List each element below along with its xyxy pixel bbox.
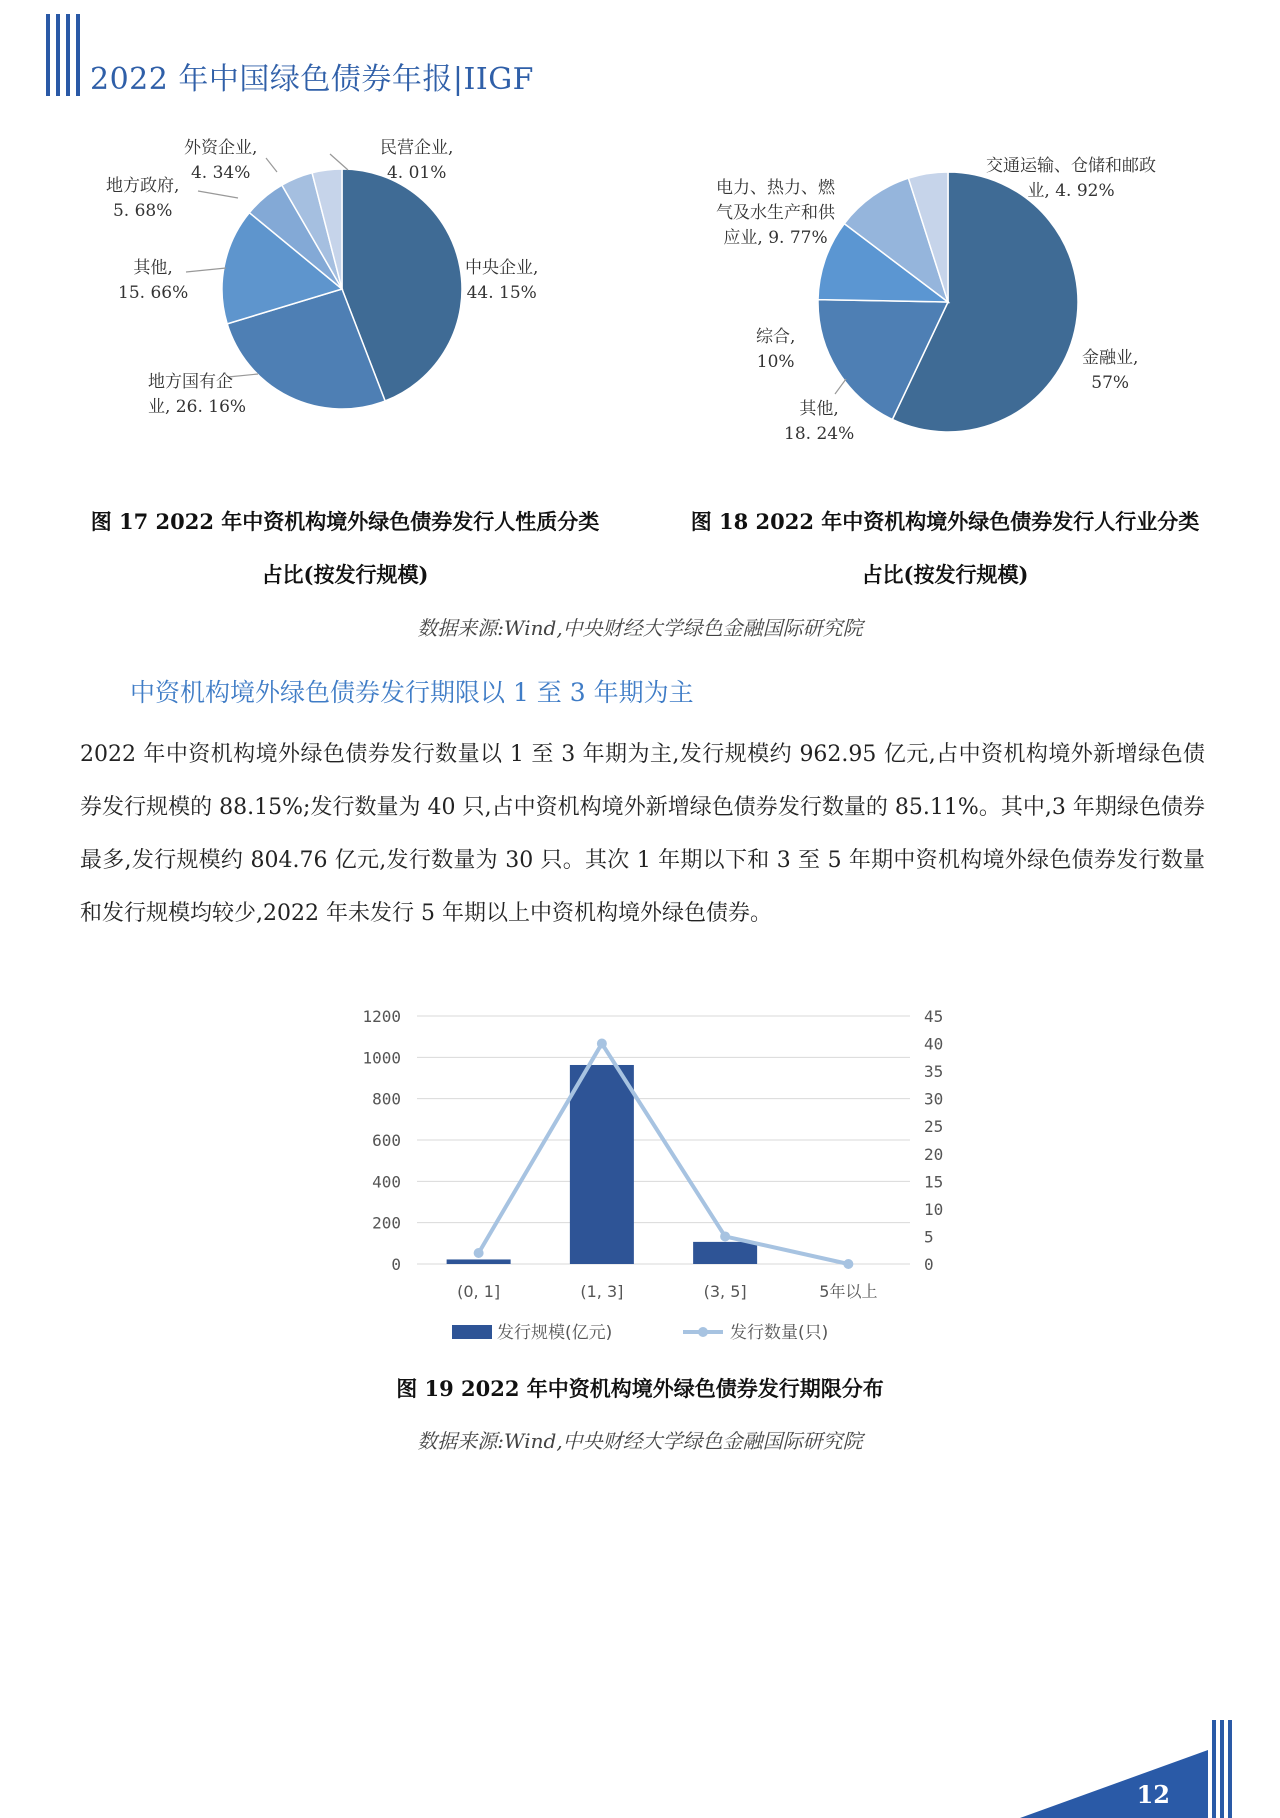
x-tick-label: (1, 3]	[580, 1282, 624, 1301]
line-series	[474, 1039, 854, 1269]
legend-label: 发行数量(只)	[730, 1323, 829, 1343]
section-heading: 中资机构境外绿色债券发行期限以 1 至 3 年期为主	[130, 678, 694, 707]
fig17-caption-line2: 占比(按发行规模)	[261, 562, 429, 587]
y-right-tick-label: 30	[924, 1089, 944, 1109]
body-paragraph: 2022 年中资机构境外绿色债券发行数量以 1 至 3 年期为主,发行规模约 962.95 亿元,占中资机构境外新增绿色债券发行规模的 88.15%;发行数量为 40 只,占中资机构境外新增绿色债券发行数量的 85.11%。其中,3 年期绿色债券最多,发行规模约 804.76 亿元,发行数量为 30 只。其次 1 年期以下和 3 至 5 年期中资机构境外绿色债券发行数量和发行规模均较少,2022 年未发行 5 年期以上中资机构境外绿色债券。	[80, 742, 1205, 926]
y-right-tick-label: 45	[924, 1007, 944, 1026]
line-point	[843, 1259, 853, 1269]
fig19-caption: 图 19 2022 年中资机构境外绿色债券发行期限分布	[396, 1376, 884, 1401]
line-point	[597, 1039, 607, 1049]
footer-triangle	[1020, 1750, 1208, 1818]
y-right-tick-label: 20	[924, 1144, 944, 1164]
y-left-tick-label: 800	[372, 1089, 401, 1109]
label-line: 4. 01%	[386, 163, 447, 183]
label-line: 地方政府,	[106, 176, 180, 196]
bar	[570, 1065, 634, 1264]
label-line: 外资企业,	[184, 138, 258, 158]
legend-label: 发行规模(亿元)	[497, 1323, 613, 1343]
x-tick-label: 5年以上	[819, 1282, 878, 1301]
data-source-note: 数据来源:Wind,中央财经大学绿色金融国际研究院	[417, 1429, 863, 1453]
label-line: 5. 68%	[112, 201, 173, 221]
y-right-tick-label: 15	[924, 1172, 944, 1192]
x-tick-label: (0, 1]	[457, 1282, 501, 1301]
x-axis-labels	[457, 1282, 877, 1301]
fig18-caption-line1: 图 18 2022 年中资机构境外绿色债券发行人行业分类	[690, 509, 1200, 534]
label-line: 业, 26. 16%	[148, 397, 247, 417]
x-tick-label: (3, 5]	[703, 1282, 747, 1301]
page-header-title: 2022 年中国绿色债券年报|IIGF	[90, 62, 534, 97]
left-axis-ticks	[362, 1007, 401, 1274]
bar	[447, 1259, 511, 1264]
footer-bar	[1212, 1720, 1216, 1818]
label-line: 18. 24%	[784, 424, 855, 444]
label-line: 其他,	[133, 258, 173, 278]
label-line: 交通运输、仓储和邮政	[986, 156, 1156, 176]
footer-bar	[1228, 1720, 1232, 1818]
page-number: 12	[1136, 1780, 1170, 1809]
y-right-tick-label: 0	[924, 1255, 934, 1274]
legend-swatch-bar	[452, 1325, 492, 1339]
y-left-tick-label: 400	[372, 1172, 401, 1192]
line-point	[474, 1248, 484, 1258]
legend-swatch-marker	[698, 1327, 708, 1337]
y-left-tick-label: 200	[372, 1213, 401, 1233]
label-line: 应业, 9. 77%	[723, 228, 828, 248]
label-line: 4. 34%	[190, 163, 251, 183]
chart-legend	[452, 1323, 828, 1343]
y-right-tick-label: 35	[924, 1062, 944, 1082]
label-line: 44. 15%	[466, 283, 537, 303]
label-line: 电力、热力、燃	[716, 178, 835, 198]
bar	[693, 1242, 757, 1264]
label-line: 业, 4. 92%	[1027, 181, 1115, 201]
label-line: 民营企业,	[380, 138, 454, 158]
line-point	[720, 1231, 730, 1241]
label-line: 中央企业,	[465, 258, 539, 278]
y-right-tick-label: 5	[924, 1227, 934, 1247]
label-line: 15. 66%	[118, 283, 189, 303]
label-line: 金融业,	[1082, 348, 1139, 368]
y-left-tick-label: 1000	[362, 1048, 401, 1068]
label-line: 10%	[756, 352, 795, 372]
right-axis-ticks	[924, 1007, 943, 1274]
y-left-tick-label: 1200	[362, 1007, 401, 1026]
label-line: 气及水生产和供	[716, 203, 835, 223]
label-line: 其他,	[799, 399, 839, 419]
fig18-caption-line2: 占比(按发行规模)	[861, 562, 1029, 587]
footer-bar	[1220, 1720, 1224, 1818]
y-right-tick-label: 25	[924, 1117, 944, 1137]
data-source-note: 数据来源:Wind,中央财经大学绿色金融国际研究院	[417, 616, 863, 640]
label-line: 地方国有企	[148, 372, 233, 392]
fig17-caption-line1: 图 17 2022 年中资机构境外绿色债券发行人性质分类	[90, 509, 600, 534]
y-left-tick-label: 600	[372, 1131, 401, 1150]
y-right-tick-label: 40	[924, 1034, 944, 1054]
label-line: 57%	[1091, 373, 1130, 393]
label-line: 综合,	[756, 327, 796, 347]
line-path	[479, 1044, 849, 1264]
y-left-tick-label: 0	[391, 1255, 401, 1274]
bar-series	[447, 1065, 758, 1264]
y-right-tick-label: 10	[924, 1199, 944, 1219]
